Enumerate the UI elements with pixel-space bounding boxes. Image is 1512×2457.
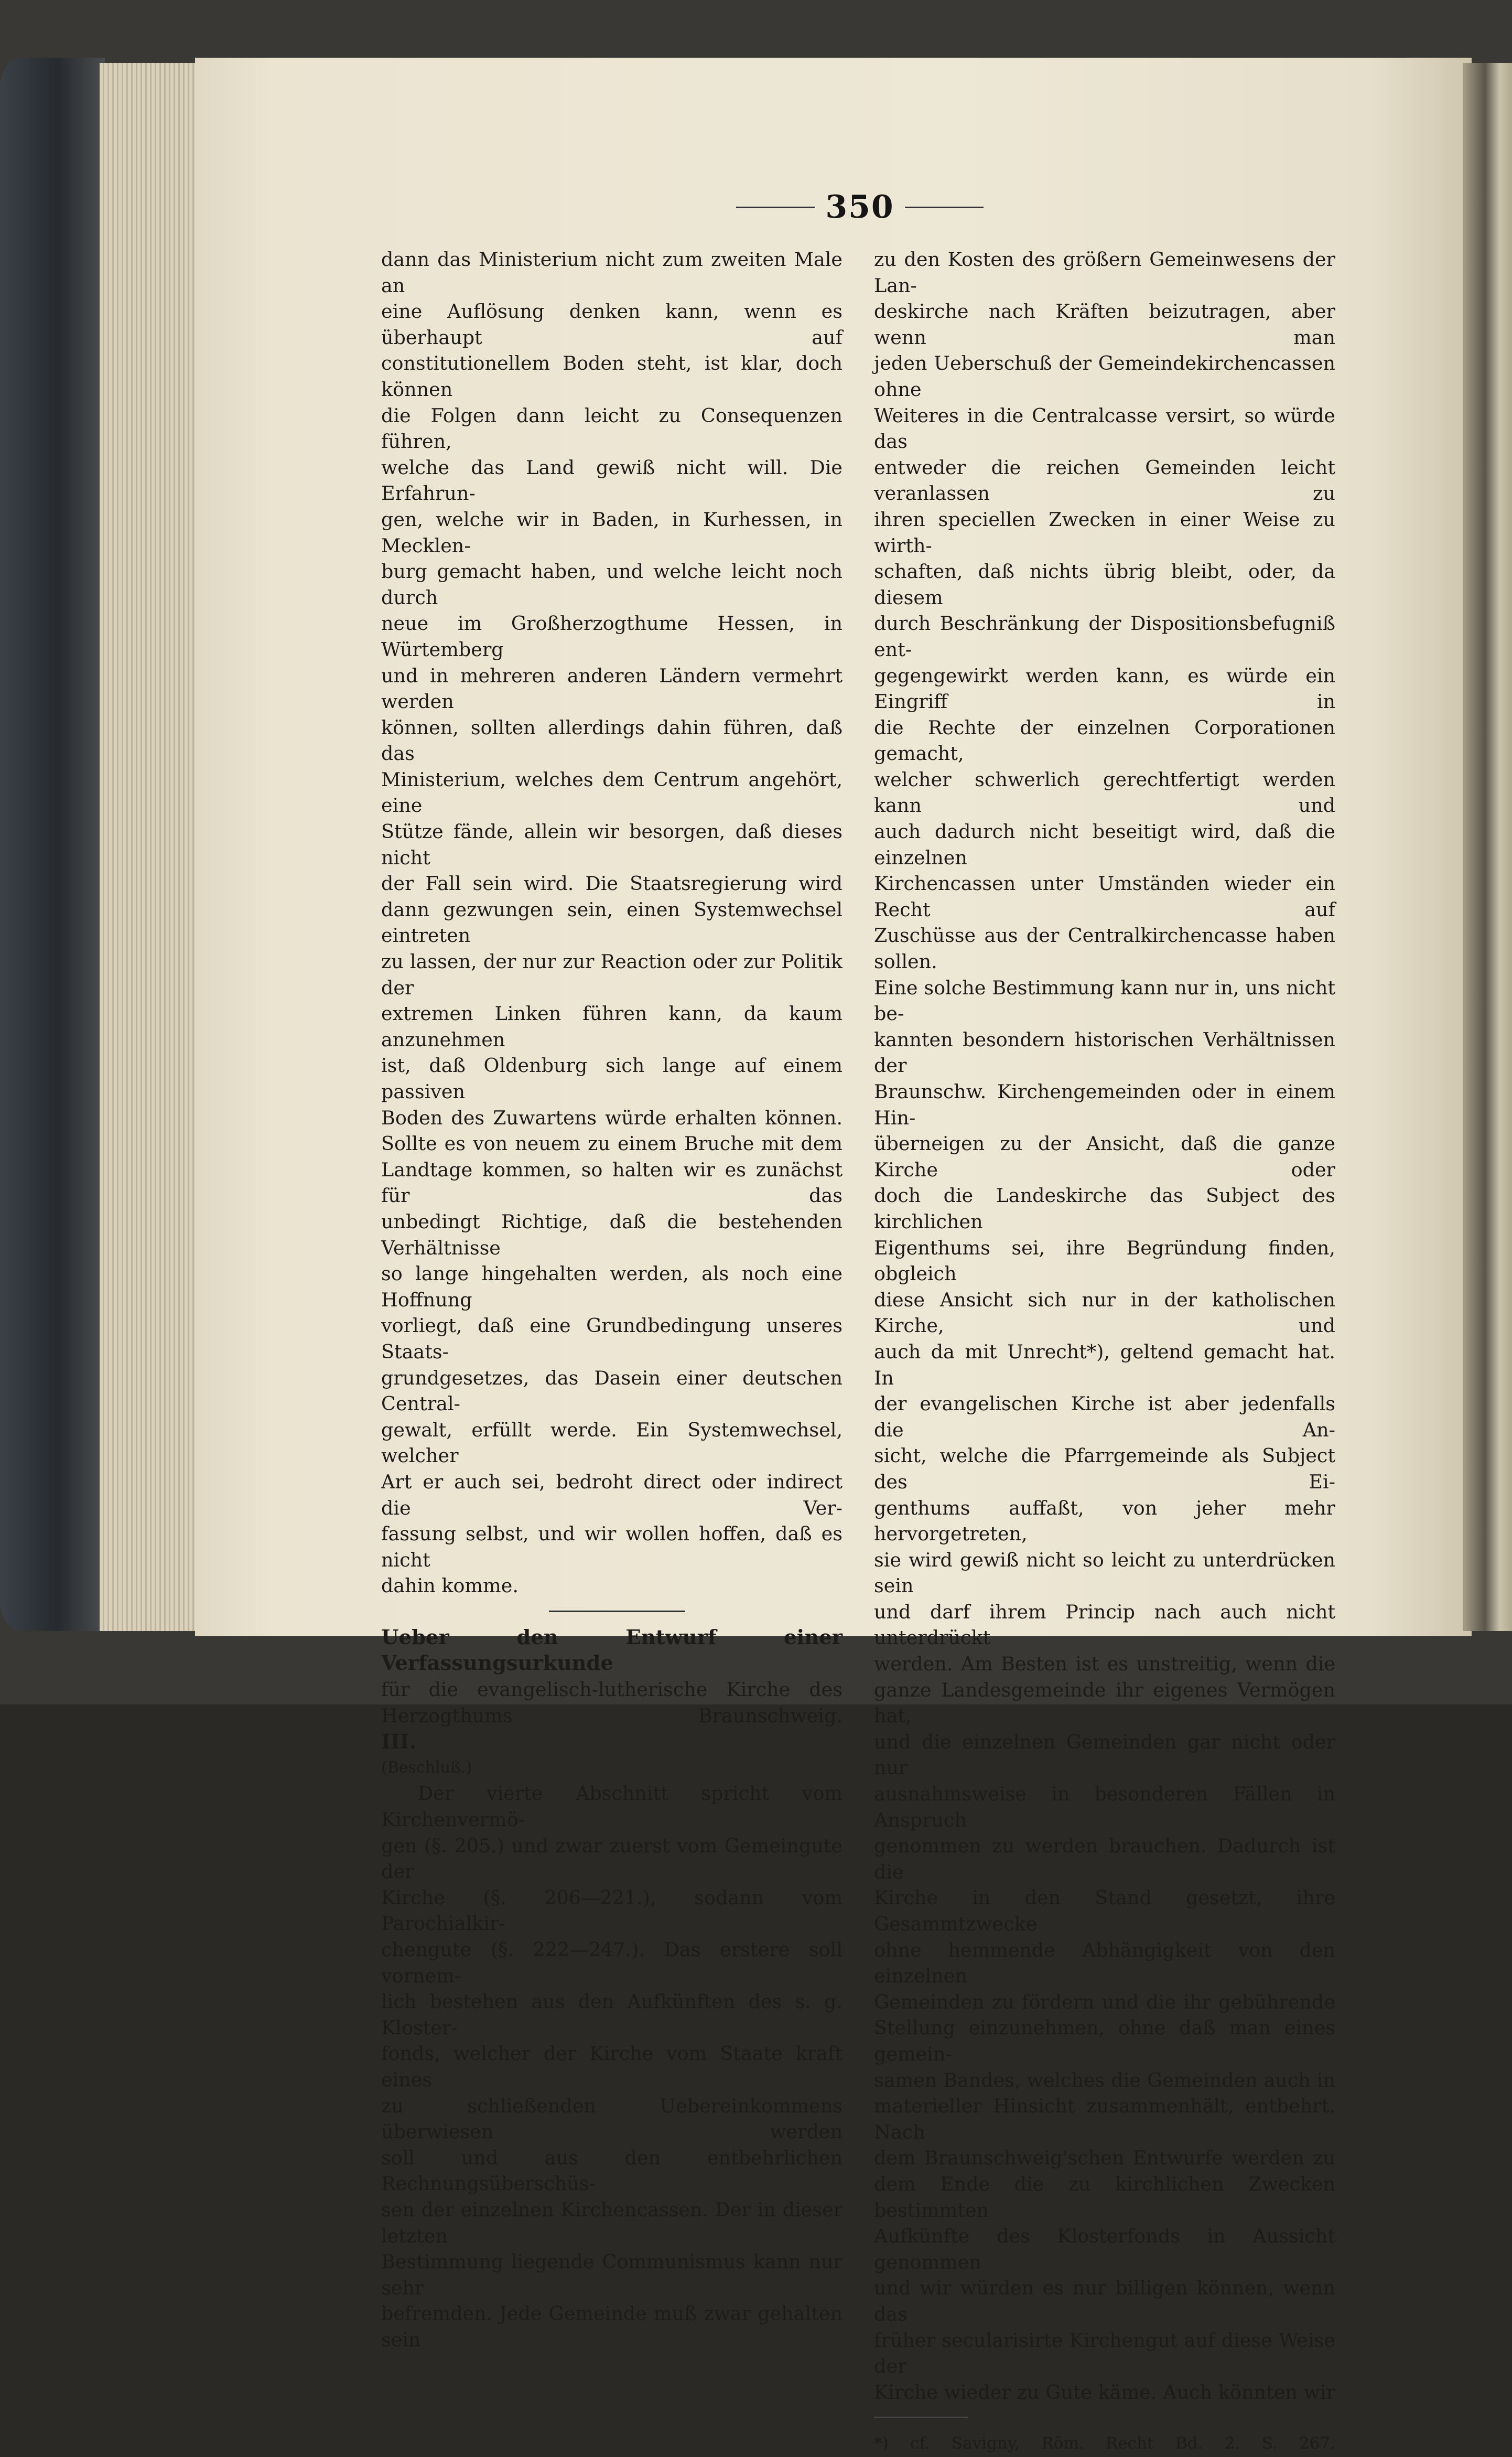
left-column-text-before: [381, 246, 843, 1599]
left-column: [381, 246, 843, 2353]
text-line: schaften, daß nichts übrig bleibt, oder, da diesem: [874, 560, 1335, 609]
header-rule-left: [736, 207, 815, 208]
text-line: Weiteres in die Centralcasse versirt, so würde das: [874, 404, 1335, 453]
text-line: neue im Großherzogthume Hessen, in Würtemberg: [381, 612, 843, 661]
text-line: Kirche in den Stand gesetzt, ihre Gesammtzwecke: [874, 1886, 1335, 1935]
text-line: die Rechte der einzelnen Corporationen gemacht,: [874, 716, 1335, 765]
text-line: ganze Landesgemeinde ihr eigenes Vermögen hat,: [874, 1678, 1335, 1728]
text-line: zu lassen, der nur zur Reaction oder zur Politik der: [381, 950, 843, 999]
text-line: ihren speciellen Zwecken in einer Weise zu wirth-: [874, 508, 1335, 557]
left-column-text-after: [381, 1780, 843, 2353]
text-line: der Fall sein wird. Die Staatsregierung wird: [381, 872, 843, 895]
text-line: ausnahmsweise in besonderen Fällen in Anspruch: [874, 1783, 1335, 1831]
text-line: sen der einzelnen Kirchencassen. Der in dieser letzten: [381, 2198, 843, 2247]
text-line: der evangelischen Kirche ist aber jedenfalls die An-: [874, 1392, 1335, 1441]
text-line: werden. Am Besten ist es unstreitig, wenn die: [874, 1653, 1335, 1676]
text-line: vorliegt, daß eine Grundbedingung unseres Staats-: [381, 1314, 843, 1363]
text-line: Zuschüsse aus der Centralkirchencasse haben sollen.: [874, 924, 1335, 973]
text-line: chengute (§. 222—247.). Das erstere soll vornem-: [381, 1938, 843, 1987]
text-line: dem Braunschweig'schen Entwurfe werden zu: [874, 2147, 1335, 2170]
text-line: dann gezwungen sein, einen Systemwechsel eintreten: [381, 898, 843, 947]
footnote: *) cf. Savigny, Röm. Recht Bd. 2. S. 267.: [874, 2434, 1335, 2453]
text-line: Ministerium, welches dem Centrum angehört, eine: [381, 768, 843, 817]
article-subtitle-1: für die evangelisch-lutherische Kirche des: [381, 1678, 843, 1701]
text-line: Sollte es von neuem zu einem Bruche mit dem: [381, 1132, 843, 1155]
text-line: doch die Landeskirche das Subject des kirchlichen: [874, 1184, 1335, 1233]
text-line: unbedingt Richtige, daß die bestehenden Verhältnisse: [381, 1210, 843, 1259]
book-cover-edge: [0, 58, 105, 1631]
text-line: können, sollten allerdings dahin führen, daß das: [381, 716, 843, 765]
text-line: samen Bandes, welches die Gemeinden auch in: [874, 2068, 1335, 2091]
text-line: genommen zu werden brauchen. Dadurch ist die: [874, 1834, 1335, 1883]
text-line: sicht, welche die Pfarrgemeinde als Subject des Ei-: [874, 1444, 1335, 1493]
text-line: gen (§. 205.) und zwar zuerst vom Gemeingute der: [381, 1834, 843, 1883]
right-column-text: [874, 246, 1335, 2405]
text-line: zu schließenden Uebereinkommens überwiesen werden: [381, 2094, 843, 2143]
text-line: materieller Hinsicht zusammenhält, entbehrt. Nach: [874, 2095, 1335, 2143]
text-line: und wir würden es nur billigen können, wenn das: [874, 2277, 1335, 2325]
text-line: Stellung einzunehmen, ohne daß man eines gemein-: [874, 2016, 1335, 2065]
text-line: kannten besondern historischen Verhältnissen der: [874, 1028, 1335, 1077]
text-line: auch dadurch nicht beseitigt wird, daß die einzelnen: [874, 820, 1335, 869]
text-line: Boden des Zuwartens würde erhalten können.: [381, 1106, 843, 1129]
text-line: sie wird gewiß nicht so leicht zu unterdrücken sein: [874, 1548, 1335, 1597]
text-line: Kirche wieder zu Gute käme. Auch könnten wir: [874, 2380, 1335, 2404]
page-stack-edge: [100, 63, 199, 1631]
text-line: Eine solche Bestimmung kann nur in, uns nicht be-: [874, 976, 1335, 1025]
text-line: überneigen zu der Ansicht, daß die ganze Kirche oder: [874, 1132, 1335, 1181]
text-line: Eigenthums sei, ihre Begründung finden, obgleich: [874, 1236, 1335, 1285]
text-line: dem Ende die zu kirchlichen Zwecken bestimmten: [874, 2172, 1335, 2222]
text-line: Kirchencassen unter Umständen wieder ein Recht auf: [874, 872, 1335, 921]
text-line: fonds, welcher der Kirche vom Staate kraft eines: [381, 2042, 843, 2091]
text-line: Aufkünfte des Klosterfonds in Aussicht genommen: [874, 2225, 1335, 2273]
text-line: constitutionellem Boden steht, ist klar, doch können: [381, 352, 843, 401]
text-line: früher secularisirte Kirchengut auf diese Weise der: [874, 2329, 1335, 2378]
right-column: [874, 246, 1335, 2457]
text-line: gegengewirkt werden kann, es würde ein Eingriff in: [874, 664, 1335, 713]
text-line: Der vierte Abschnitt spricht vom Kirchenvermö-: [381, 1782, 843, 1831]
footnote-rule: [874, 2405, 1335, 2431]
text-line: welcher schwerlich gerechtfertigt werden kann und: [874, 768, 1335, 817]
section-divider: [381, 1599, 843, 1625]
text-line: und die einzelnen Gemeinden gar nicht oder nur: [874, 1730, 1335, 1779]
text-line: ohne hemmende Abhängigkeit von den einzelnen: [874, 1938, 1335, 1988]
text-line: Gemeinden zu fördern und die ihr gebührende: [874, 1990, 1335, 2013]
text-line: zu den Kosten des größern Gemeinwesens der Lan-: [874, 248, 1335, 297]
text-line: genthums auffaßt, von jeher mehr hervorgetreten,: [874, 1496, 1335, 1546]
text-line: befremden. Jede Gemeinde muß zwar gehalten sein: [381, 2302, 843, 2351]
text-line: deskirche nach Kräften beizutragen, aber wenn man: [874, 300, 1335, 349]
text-line: burg gemacht haben, und welche leicht noch durch: [381, 560, 843, 609]
text-line: Braunschw. Kirchengemeinden oder in einem Hin-: [874, 1080, 1335, 1129]
text-line: und in mehreren anderen Ländern vermehrt werden: [381, 664, 843, 713]
text-line: entweder die reichen Gemeinden leicht veranlassen zu: [874, 456, 1335, 505]
text-line: dahin komme.: [381, 1574, 519, 1597]
text-line: eine Auflösung denken kann, wenn es überhaupt auf: [381, 300, 843, 349]
article-title: Ueber den Entwurf einer Verfassungsurkunde: [381, 1625, 843, 1676]
text-line: jeden Ueberschuß der Gemeindekirchencassen ohne: [874, 352, 1335, 401]
page-number: 350: [825, 189, 894, 226]
text-line: so lange hingehalten werden, als noch eine Hoffnung: [381, 1262, 843, 1311]
text-line: soll und aus den entbehrlichen Rechnungsüberschüs-: [381, 2146, 843, 2195]
text-line: grundgesetzes, das Dasein einer deutschen Central-: [381, 1366, 843, 1415]
text-line: ist, daß Oldenburg sich lange auf einem passiven: [381, 1054, 843, 1103]
text-line: extremen Linken führen kann, da kaum anzunehmen: [381, 1002, 843, 1051]
text-line: welche das Land gewiß nicht will. Die Erfahrun-: [381, 456, 843, 505]
book-gutter: [1463, 63, 1512, 1631]
header-rule-right: [905, 207, 984, 208]
article-note: (Beschluß.): [381, 1758, 472, 1777]
text-line: auch da mit Unrecht*), geltend gemacht hat. In: [874, 1340, 1335, 1389]
text-line: die Folgen dann leicht zu Consequenzen führen,: [381, 404, 843, 453]
text-line: Landtage kommen, so halten wir es zunächst für das: [381, 1158, 843, 1207]
article-part: III.: [381, 1730, 416, 1754]
page-header: [723, 189, 996, 226]
article-subtitle-2: Herzogthums Braunschweig.: [381, 1704, 843, 1727]
text-line: gewalt, erfüllt werde. Ein Systemwechsel, welcher: [381, 1418, 843, 1467]
text-line: fassung selbst, und wir wollen hoffen, daß es nicht: [381, 1522, 843, 1571]
text-line: Kirche (§. 206—221.), sodann vom Parochialkir-: [381, 1886, 843, 1935]
text-line: dann das Ministerium nicht zum zweiten Male an: [381, 248, 843, 297]
text-line: gen, welche wir in Baden, in Kurhessen, in Mecklen-: [381, 508, 843, 557]
text-line: durch Beschränkung der Dispositionsbefugniß ent-: [874, 612, 1335, 661]
text-line: Bestimmung liegende Communismus kann nur sehr: [381, 2250, 843, 2299]
text-line: diese Ansicht sich nur in der katholischen Kirche, und: [874, 1288, 1335, 1337]
text-line: Stütze fände, allein wir besorgen, daß dieses nicht: [381, 820, 843, 869]
text-line: und darf ihrem Princip nach auch nicht unterdrückt: [874, 1600, 1335, 1649]
text-line: lich bestehen aus den Aufkünften des s. g. Kloster-: [381, 1990, 843, 2039]
text-line: Art er auch sei, bedroht direct oder indirect die Ver-: [381, 1470, 843, 1519]
